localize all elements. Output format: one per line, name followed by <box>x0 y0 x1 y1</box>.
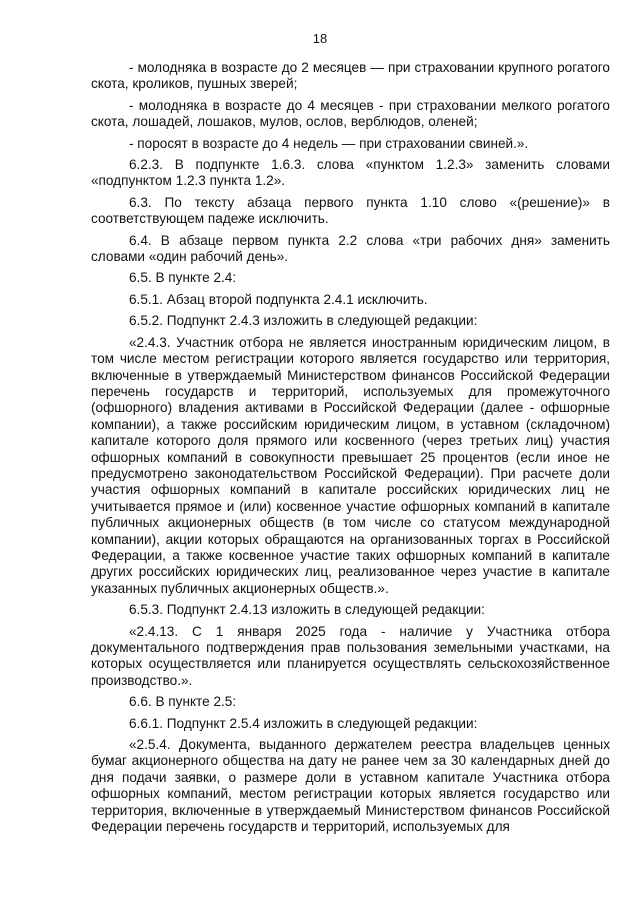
paragraph-quote-2-4-3: «2.4.3. Участник отбора не является иностранным юридическим лицом, в том числе местом регистрации которого является государство или территория, включенные в утверждаемый Министерством финансов Российской Федерации перечень государств и территорий, используемых для промежуточного (офшорного) владения активами в Российской Федерации (далее - офшорные компании), а также российским юридическим лицом, в уставном (складочном) капитале которого доля прямого или косвенного (через третьих лиц) участия офшорных компаний в совокупности превышает 25 процентов (если иное не предусмотрено законодательством Российской Федерации). При расчете доли участия офшорных компаний в капитале российских юридических лиц не учитывается прямое и (или) косвенное участие офшорных компаний в капитале публичных акционерных обществ (в том числе со статусом международной компании), акции которых обращаются на организованных торгах в Российской Федерации, а также косвенное участие таких офшорных компаний в капитале других российских юридических лиц, реализованное через участие в капитале указанных публичных акционерных обществ.». <box>91 334 610 596</box>
paragraph-young-small-cattle-4-months: - молодняка в возрасте до 4 месяцев - при страховании мелкого рогатого скота, лошадей, лошаков, мулов, ослов, верблюдов, оленей; <box>91 97 610 130</box>
paragraph-quote-2-5-4: «2.5.4. Документа, выданного держателем реестра владельцев ценных бумаг акционерного общества на дату не ранее чем за 30 календарных дней до дня подачи заявки, о размере доли в уставном капитале Участника отбора офшорных компаний, местом регистрации которых является государство или территория, включенные в утверждаемый Министерством финансов Российской Федерации перечень государств и территорий, используемых для <box>91 737 610 835</box>
paragraph-6-3: 6.3. По тексту абзаца первого пункта 1.10 слово «(решение)» в соответствующем падеже исключить. <box>91 194 610 227</box>
page-number: 18 <box>312 31 328 46</box>
paragraph-6-6: 6.6. В пункте 2.5: <box>129 694 237 710</box>
paragraph-6-2-3: 6.2.3. В подпункте 1.6.3. слова «пунктом 1.2.3» заменить словами «подпунктом 1.2.3 пункта 1.2». <box>91 157 610 189</box>
paragraph-6-6-1: 6.6.1. Подпункт 2.5.4 изложить в следующей редакции: <box>129 715 478 731</box>
paragraph-6-5-2: 6.5.2. Подпункт 2.4.3 изложить в следующей редакции: <box>129 313 478 329</box>
paragraph-6-5-3: 6.5.3. Подпункт 2.4.13 изложить в следующей редакции: <box>129 602 485 618</box>
paragraph-young-cattle-2-months: - молодняка в возрасте до 2 месяцев — при страховании крупного рогатого скота, кроликов, пушных зверей; <box>91 60 610 92</box>
paragraph-6-5: 6.5. В пункте 2.4: <box>129 270 237 286</box>
paragraph-6-5-1: 6.5.1. Абзац второй подпункта 2.4.1 исключить. <box>129 291 428 307</box>
paragraph-quote-2-4-13: «2.4.13. С 1 января 2025 года - наличие у Участника отбора документального подтверждения прав пользования земельными участками, на которых осуществляется или планируется осуществлять сельскохозяйственное производство.». <box>91 623 610 688</box>
paragraph-piglets-4-weeks: - поросят в возрасте до 4 недель — при страховании свиней.». <box>129 135 529 151</box>
document-body <box>91 60 610 840</box>
paragraph-6-4: 6.4. В абзаце первом пункта 2.2 слова «три рабочих дня» заменить словами «один рабочий день». <box>91 232 610 265</box>
